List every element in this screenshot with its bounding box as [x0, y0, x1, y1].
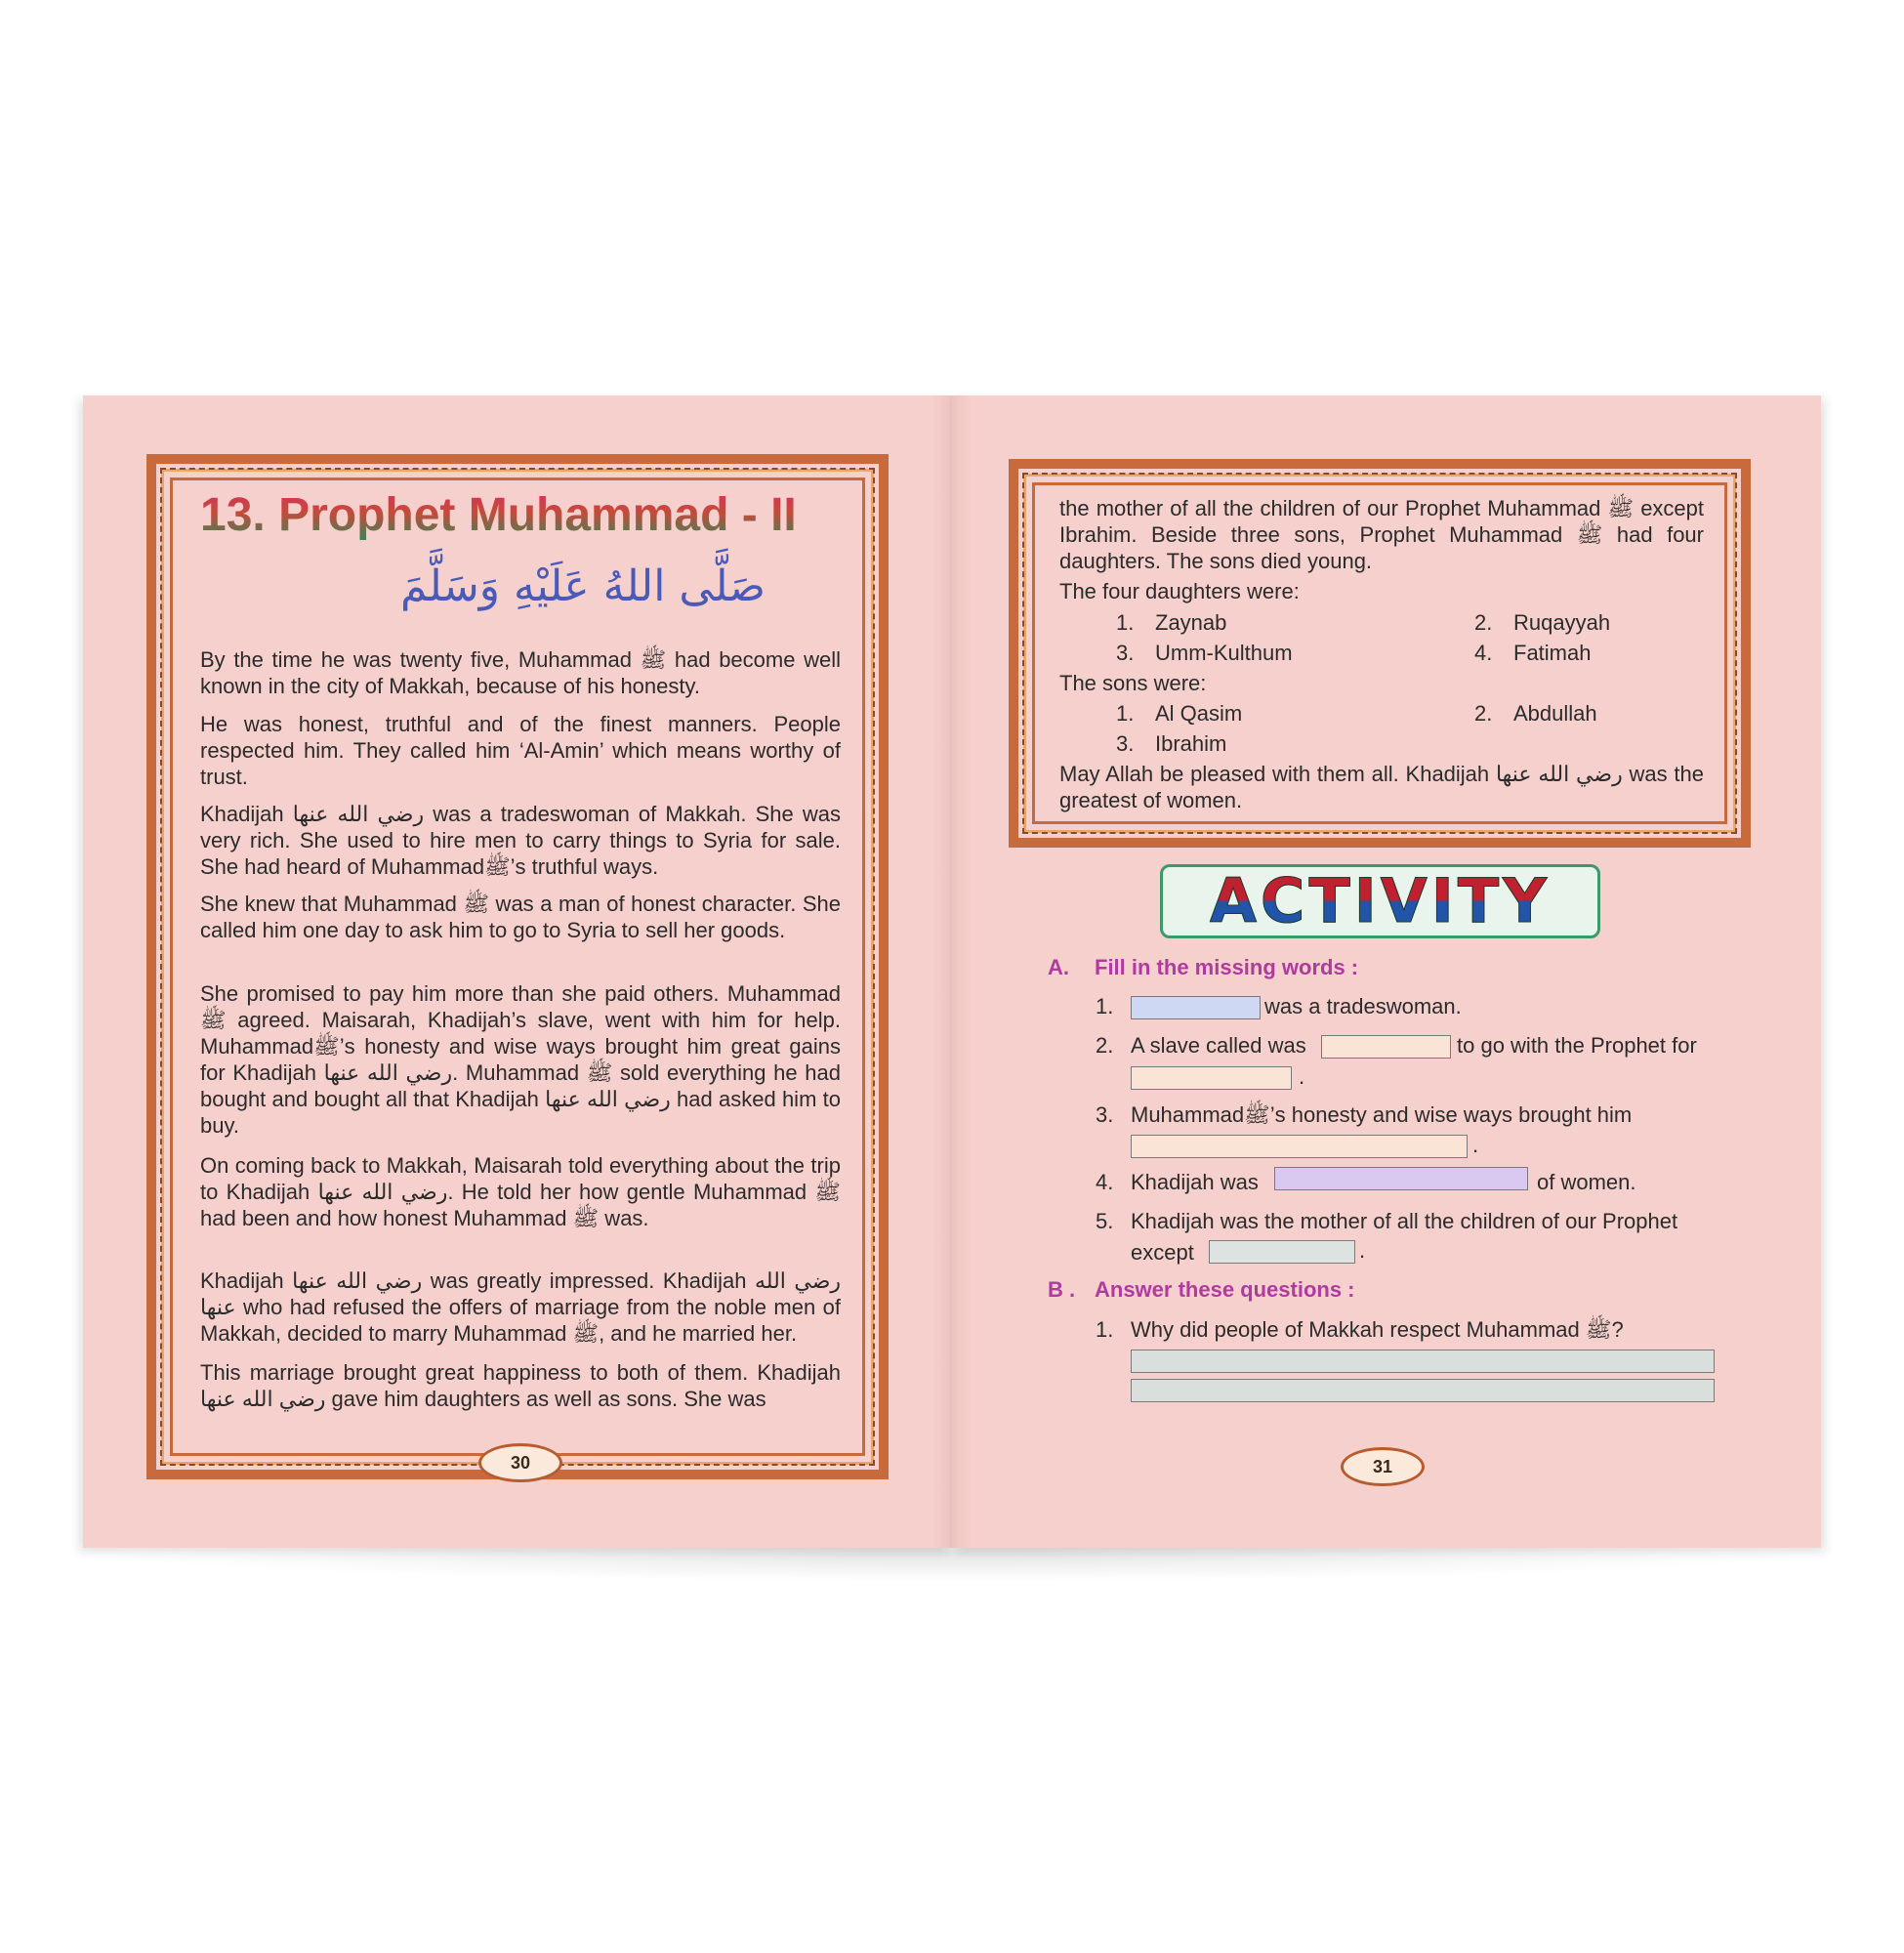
- page-number: 31: [1341, 1447, 1425, 1486]
- arabic-salutation: صَلَّى اللهُ عَلَيْهِ وَسَلَّمَ: [400, 561, 766, 611]
- paragraph: On coming back to Makkah, Maisarah told everything about the trip to Khadijah رضي الله عنها. He told her how gentle Muhammad ﷺ had been and how honest Muhammad ﷺ was.: [200, 1153, 841, 1230]
- answer-blank-4[interactable]: [1274, 1167, 1528, 1190]
- section-b-heading: B . Answer these questions :: [1048, 1277, 1355, 1302]
- question-2: 2. A slave called was: [1096, 1033, 1306, 1058]
- sons-heading: The sons were:: [1059, 671, 1207, 695]
- question-2-text: to go with the Prophet for: [1457, 1033, 1697, 1058]
- list-item: 3. Ibrahim: [1116, 731, 1227, 756]
- question-1-text: was a tradeswoman.: [1264, 994, 1462, 1018]
- list-item: 1. Zaynab: [1116, 610, 1227, 635]
- question-b1: 1. Why did people of Makkah respect Muhammad ﷺ?: [1096, 1317, 1624, 1342]
- paragraph: He was honest, truthful and of the finest manners. People respected him. They called him ‘Al-Amin’ which means worthy of trust.: [200, 712, 841, 789]
- paragraph: She promised to pay him more than she paid others. Muhammad ﷺ agreed. Maisarah, Khadijah’s slave, went with him for help. Muhammadﷺ’s honesty and wise ways brought him great gains for Khadijah رضي الله عنها. Muhammad ﷺ sold everything he had bought and bought all that Khadijah رضي الله عنها had asked him to buy.: [200, 981, 842, 1138]
- activity-banner: ACTIVITY: [1160, 864, 1600, 938]
- paragraph: This marriage brought great happiness to both of them. Khadijah رضي الله عنها gave him daughters as well as sons. She was: [200, 1360, 841, 1411]
- question-4-text: of women.: [1537, 1170, 1636, 1194]
- list-item: 2. Ruqayyah: [1474, 610, 1611, 635]
- question-1: 1.: [1096, 994, 1114, 1018]
- paragraph: By the time he was twenty five, Muhammad ﷺ had become well known in the city of Makkah, because of his honesty.: [200, 647, 841, 698]
- question-2-end: .: [1299, 1064, 1305, 1089]
- paragraph: She knew that Muhammad ﷺ was a man of honest character. She called him one day to ask him to go to Syria to sell her goods.: [200, 892, 841, 942]
- answer-blank-1[interactable]: [1131, 996, 1261, 1019]
- list-item: 4. Fatimah: [1474, 641, 1592, 665]
- page-number: 30: [478, 1443, 562, 1482]
- question-5: 5. Khadijah was the mother of all the children of our Prophet: [1096, 1209, 1678, 1233]
- answer-line-1[interactable]: [1131, 1350, 1715, 1373]
- paragraph: Khadijah رضي الله عنها was a tradeswoman of Makkah. She was very rich. She used to hire men to carry things to Syria for sale. She had heard of Muhammadﷺ’s truthful ways.: [200, 802, 841, 879]
- question-5-except: except: [1131, 1240, 1194, 1265]
- daughters-heading: The four daughters were:: [1059, 579, 1300, 603]
- question-3-end: .: [1472, 1133, 1479, 1157]
- answer-blank-2b[interactable]: [1131, 1066, 1292, 1090]
- list-item: 3. Umm-Kulthum: [1116, 641, 1293, 665]
- question-3: 3. Muhammadﷺ’s honesty and wise ways brought him: [1096, 1102, 1633, 1127]
- paragraph: Khadijah رضي الله عنها was greatly impressed. Khadijah رضي الله عنها who had refused the offers of marriage from the noble men of Makkah, decided to marry Muhammad ﷺ, and he married her.: [200, 1268, 841, 1346]
- answer-blank-2a[interactable]: [1321, 1035, 1451, 1059]
- answer-line-2[interactable]: [1131, 1379, 1715, 1402]
- chapter-title: 13. Prophet Muhammad - II: [200, 489, 797, 541]
- question-5-end: .: [1359, 1238, 1366, 1263]
- section-a-heading: A. Fill in the missing words :: [1048, 955, 1359, 979]
- question-4: 4. Khadijah was: [1096, 1170, 1259, 1194]
- list-item: 2. Abdullah: [1474, 701, 1597, 726]
- book-spine: [932, 395, 972, 1548]
- continued-text: the mother of all the children of our Prophet Muhammad ﷺ except Ibrahim. Beside three sons, Prophet Muhammad ﷺ had four daughters. The sons died young.: [1059, 496, 1705, 573]
- answer-blank-3[interactable]: [1131, 1135, 1468, 1158]
- answer-blank-5[interactable]: [1209, 1240, 1355, 1264]
- list-item: 1. Al Qasim: [1116, 701, 1243, 726]
- closing-text: May Allah be pleased with them all. Khadijah رضي الله عنها was the greatest of women.: [1059, 762, 1705, 812]
